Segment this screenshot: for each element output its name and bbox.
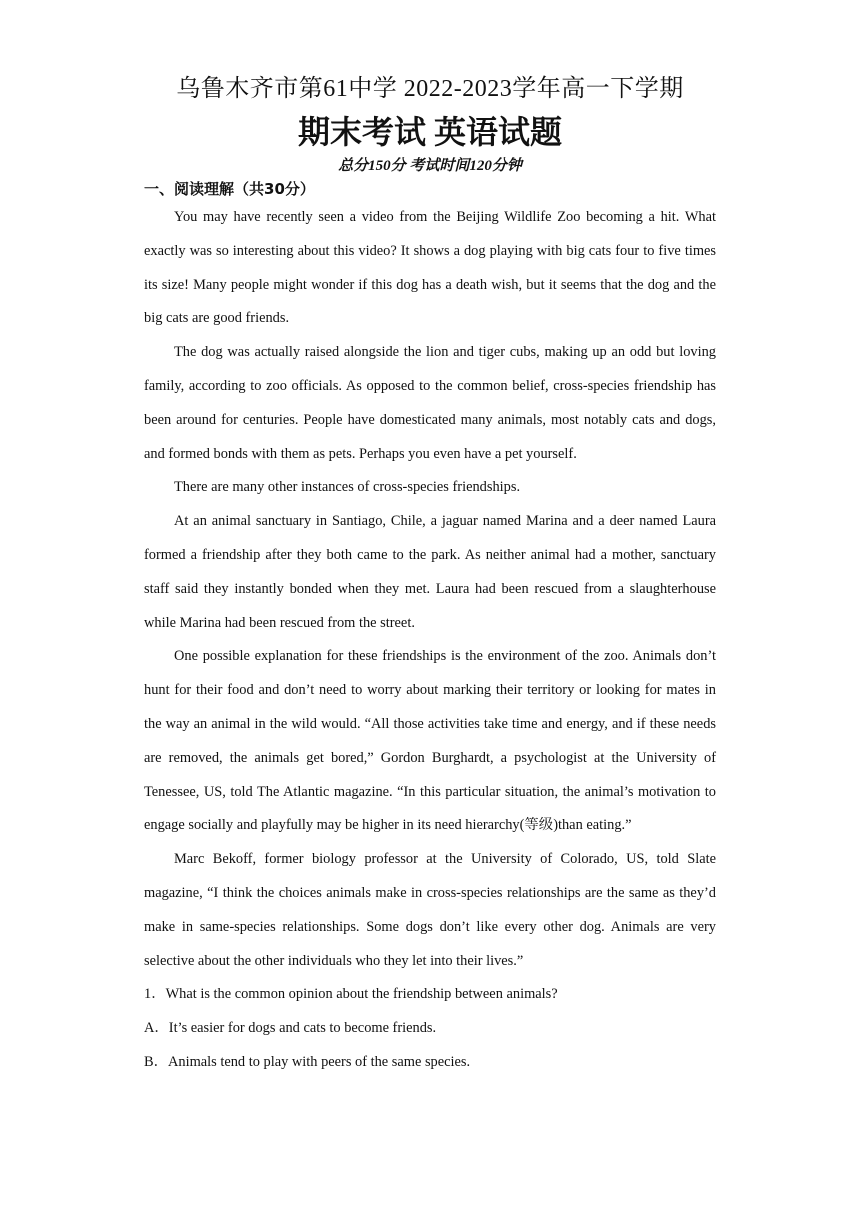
school-title: 乌鲁木齐市第61中学 2022-2023学年高一下学期 bbox=[176, 76, 684, 102]
paragraph: There are many other instances of cross-species friendships. bbox=[174, 479, 521, 496]
exam-info: 总分150分 考试时间120分钟 bbox=[338, 158, 522, 174]
reading-passage bbox=[144, 201, 716, 1080]
section-heading: 一、阅读理解（共30分） bbox=[144, 180, 315, 198]
option-a: A．It’s easier for dogs and cats to become friends. bbox=[144, 1020, 437, 1037]
paragraph: Marc Bekoff, former biology professor at the University of Colorado, US, told Slate magazine, “I think the choices animals make in cross-species relationships are the same as they’d make in same-species relationships. Some dogs don’t like every other dog. Animals are very selective about the other individuals who they let into their lives.” bbox=[144, 851, 716, 969]
paragraph: The dog was actually raised alongside the lion and tiger cubs, making up an odd but loving family, according to zoo officials. As opposed to the common belief, cross-species friendship has been around for centuries. People have domesticated many animals, most notably cats and dogs, and formed bonds with them as pets. Perhaps you even have a pet yourself. bbox=[144, 344, 716, 462]
paragraph: You may have recently seen a video from the Beijing Wildlife Zoo becoming a hit. What exactly was so interesting about this video? It shows a dog playing with big cats four to five times its size! Many people might wonder if this dog has a death wish, but it seems that the dog and the big cats are good friends. bbox=[144, 209, 716, 327]
paragraph: One possible explanation for these friendships is the environment of the zoo. Animals don’t hunt for their food and don’t need to worry about marking their territory or looking for mates in the way an animal in the wild would. “All those activities take time and energy, and if these needs are removed, the animals get bored,” Gordon Burghardt, a psychologist at the University of Tenessee, US, told The Atlantic magazine. “In this particular situation, the animal’s motivation to engage socially and playfully may be higher in its need hierarchy(等级)than eating.” bbox=[144, 648, 716, 834]
paragraph: At an animal sanctuary in Santiago, Chile, a jaguar named Marina and a deer named Laura formed a friendship after they both came to the park. As neither animal had a mother, sanctuary staff said they instantly bonded when they met. Laura had been rescued from a slaughterhouse while Marina had been rescued from the street. bbox=[144, 513, 716, 631]
option-b: B．Animals tend to play with peers of the same species. bbox=[144, 1053, 471, 1070]
exam-title: 期末考试 英语试题 bbox=[297, 114, 562, 150]
question-stem: 1．What is the common opinion about the friendship between animals? bbox=[144, 986, 558, 1003]
